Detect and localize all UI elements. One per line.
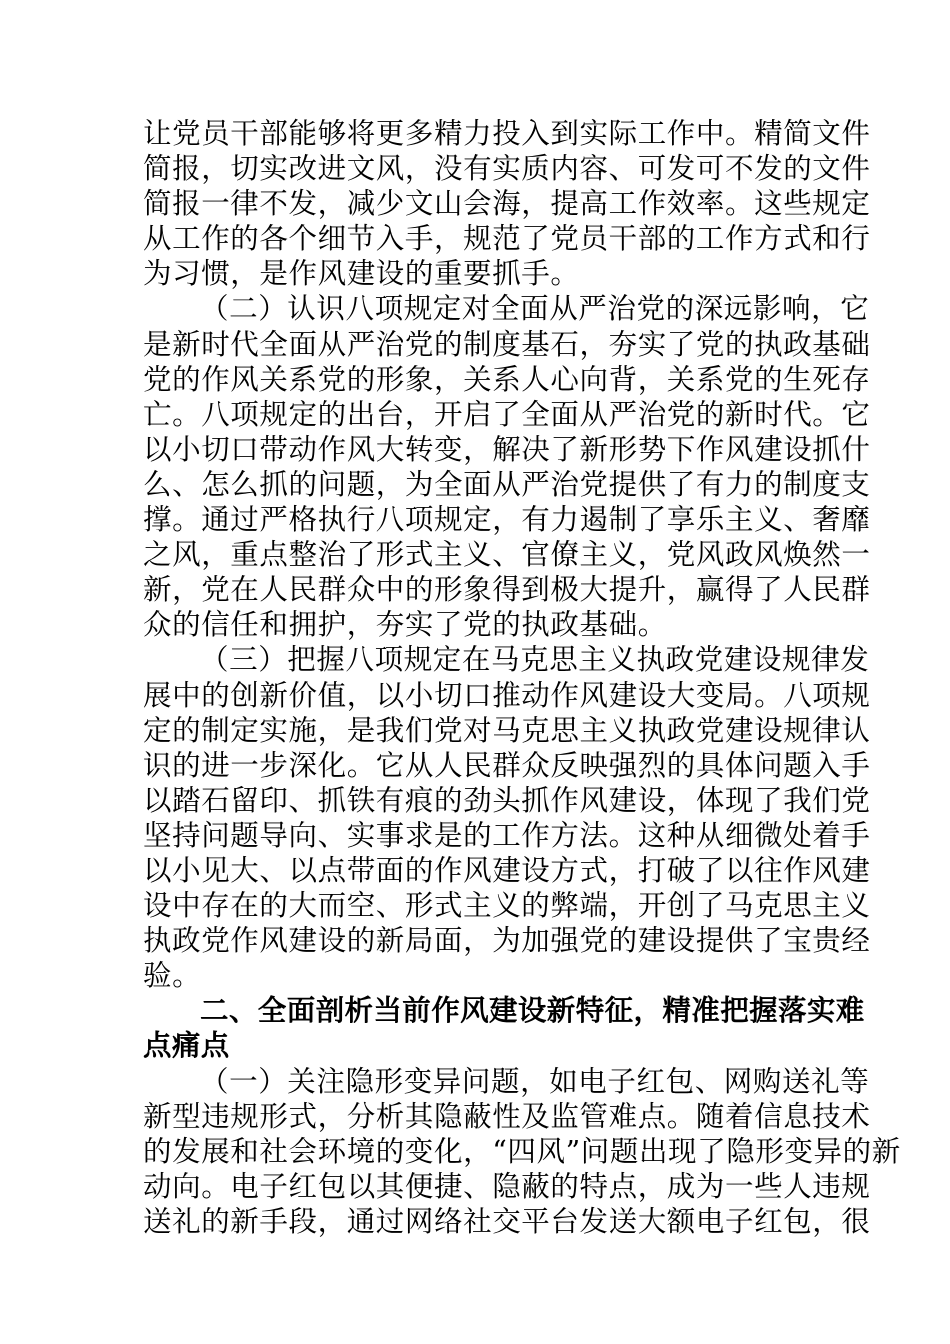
text-line: 简报一律不发，减少文山会海，提高工作效率。这些规定 bbox=[143, 187, 871, 221]
text-line: 验。 bbox=[143, 959, 202, 993]
section-heading-2: 二、全面剖析当前作风建设新特征，精准把握落实难 bbox=[200, 994, 865, 1028]
text-line: 送礼的新手段，通过网络社交平台发送大额电子红包，很 bbox=[143, 1204, 871, 1238]
text-line: 展中的创新价值，以小切口推动作风建设大变局。八项规 bbox=[143, 678, 871, 712]
text-line: 动向。电子红包以其便捷、隐蔽的特点，成为一些人违规 bbox=[143, 1169, 871, 1203]
text-line: 执政党作风建设的新局面，为加强党的建设提供了宝贵经 bbox=[143, 924, 871, 958]
text-line: 亡。八项规定的出台，开启了全面从严治党的新时代。它 bbox=[143, 397, 871, 431]
text-line: 为习惯，是作风建设的重要抓手。 bbox=[143, 257, 580, 291]
text-line: 是新时代全面从严治党的制度基石，夯实了党的执政基础 bbox=[143, 327, 871, 361]
text-line: 坚持问题导向、实事求是的工作方法。这种从细微处着手 bbox=[143, 818, 871, 852]
subsection-start-1: （一）关注隐形变异问题，如电子红包、网购送礼等 bbox=[200, 1064, 870, 1098]
text-line: 的发展和社会环境的变化，“四风”问题出现了隐形变异的新 bbox=[143, 1134, 901, 1168]
text-line: 设中存在的大而空、形式主义的弊端，开创了马克思主义 bbox=[143, 889, 871, 923]
text-line: 党的作风关系党的形象，关系人心向背，关系党的生死存 bbox=[143, 362, 871, 396]
text-line: 从工作的各个细节入手，规范了党员干部的工作方式和行 bbox=[143, 222, 871, 256]
text-line: 新，党在人民群众中的形象得到极大提升，赢得了人民群 bbox=[143, 573, 871, 607]
text-line: 以小切口带动作风大转变，解决了新形势下作风建设抓什 bbox=[143, 432, 871, 466]
text-line: 新型违规形式，分析其隐蔽性及监管难点。随着信息技术 bbox=[143, 1099, 871, 1133]
text-line: 以小见大、以点带面的作风建设方式，打破了以往作风建 bbox=[143, 853, 871, 887]
text-line: 以踏石留印、抓铁有痕的劲头抓作风建设，体现了我们党 bbox=[143, 783, 871, 817]
text-line: 众的信任和拥护，夯实了党的执政基础。 bbox=[143, 608, 667, 642]
text-line: 么、怎么抓的问题，为全面从严治党提供了有力的制度支 bbox=[143, 467, 871, 501]
text-line: 识的进一步深化。它从人民群众反映强烈的具体问题入手 bbox=[143, 748, 871, 782]
document-page bbox=[143, 116, 901, 1239]
text-line: 定的制定实施，是我们党对马克思主义执政党建设规律认 bbox=[143, 713, 871, 747]
text-line: 之风，重点整治了形式主义、官僚主义，党风政风焕然一 bbox=[143, 538, 871, 572]
section-heading-2-continued: 点痛点 bbox=[143, 1029, 230, 1063]
text-line: 简报，切实改进文风，没有实质内容、可发可不发的文件 bbox=[143, 152, 871, 186]
subsection-start-3: （三）把握八项规定在马克思主义执政党建设规律发 bbox=[200, 643, 870, 677]
text-line: 让党员干部能够将更多精力投入到实际工作中。精简文件 bbox=[143, 117, 871, 150]
subsection-start-2: （二）认识八项规定对全面从严治党的深远影响，它 bbox=[200, 292, 870, 326]
text-line: 撑。通过严格执行八项规定，有力遏制了享乐主义、奢靡 bbox=[143, 503, 871, 537]
